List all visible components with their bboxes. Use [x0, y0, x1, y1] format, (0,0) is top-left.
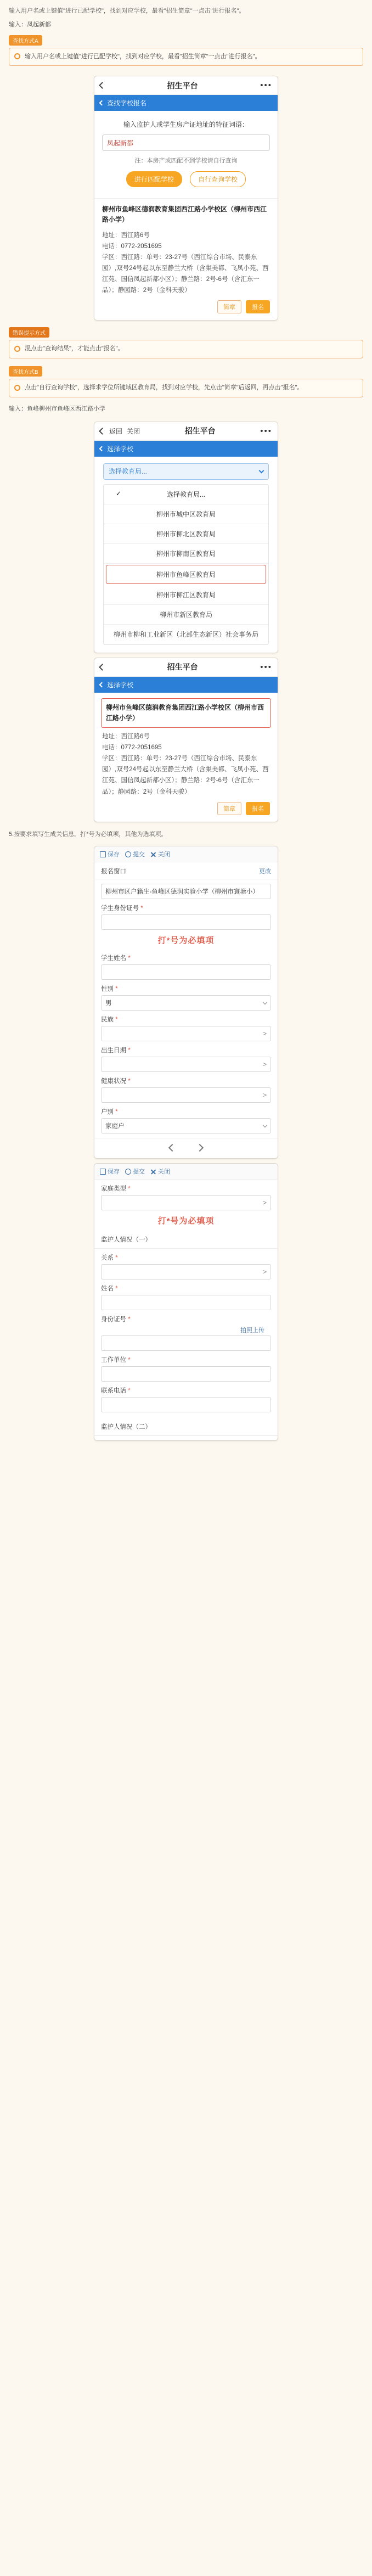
field-label: 关系 *	[101, 1255, 118, 1262]
option-placeholder[interactable]: ✓ 选择教育局...	[104, 485, 268, 504]
result-actions-1	[94, 296, 278, 320]
field-gender	[94, 980, 278, 1011]
subbar-search[interactable]	[94, 95, 278, 111]
search-buttons	[102, 171, 270, 187]
relation-select[interactable]	[101, 1264, 271, 1279]
student-id-input[interactable]	[101, 914, 271, 930]
school-value-row	[94, 879, 278, 899]
next-page-icon[interactable]	[196, 1144, 204, 1152]
callout-a-bubble	[9, 48, 363, 66]
option-liunan[interactable]: 柳州市柳南区教育局	[104, 544, 268, 564]
option-liubei[interactable]: 柳州市柳北区教育局	[104, 524, 268, 544]
field-label: 户别 *	[101, 1109, 118, 1116]
ethnicity-select[interactable]	[101, 1026, 271, 1041]
back-label[interactable]: 返回	[109, 427, 123, 435]
workplace-input[interactable]	[101, 1366, 271, 1382]
result-line-phone-2: 电话：0772-2051695	[102, 744, 162, 751]
radio-icon	[14, 385, 20, 391]
registration-window-row	[94, 862, 278, 879]
submit-label: 提交	[133, 1169, 145, 1176]
save-label: 保存	[108, 851, 120, 858]
search-input[interactable]	[102, 134, 270, 151]
close-label: 关闭	[158, 851, 170, 858]
page-title: 招生平台	[167, 81, 198, 90]
close-icon	[150, 851, 156, 857]
result-title-2[interactable]: 柳州市鱼峰区德润教育集团西江路小学校区（柳州市西江路小学）	[101, 698, 271, 728]
option-chengzhong[interactable]: 柳州市城中区教育局	[104, 504, 268, 524]
chevron-right-icon: >	[262, 1030, 267, 1038]
callout-b-tag: 查找方式B	[9, 366, 42, 377]
callout-b-bubble	[9, 379, 363, 397]
save-button[interactable]	[100, 1167, 120, 1176]
close-label[interactable]: 关闭	[127, 427, 140, 435]
search-hint: 注：本房产或匹配不到学校请自行查询	[134, 158, 238, 165]
option-yufeng[interactable]: 柳州市鱼峰区教育局	[106, 565, 266, 584]
field-family-type	[94, 1180, 278, 1210]
back-icon[interactable]	[99, 82, 106, 89]
field-household	[94, 1103, 278, 1133]
callout-error	[0, 325, 372, 364]
field-workplace	[94, 1351, 278, 1382]
household-value: 家庭户	[105, 1123, 125, 1130]
gender-value: 男	[105, 1000, 112, 1007]
household-select[interactable]	[101, 1118, 271, 1133]
field-label: 身份证号 *	[101, 1316, 131, 1323]
field-contact-phone	[94, 1382, 278, 1412]
result-actions-2	[94, 798, 278, 822]
bureau-select[interactable]	[103, 463, 269, 480]
result-line-district: 学区：西江路：单号：23-27号（西江综合市场、民泰东园）,双号24号起以东至静兰大桥（含集美都、飞凤小苑、西江苑、国信凤起新都小区）；静兰路：2号-6号（含汇东一品）；静园路：2号（金科天骏）	[102, 254, 269, 294]
close-button[interactable]	[150, 1167, 170, 1176]
field-id-number	[94, 899, 278, 930]
titlebar-3	[94, 658, 278, 677]
callout-error-tag: 错误提示方式	[9, 327, 49, 338]
section-guardian-1: 监护人情况（一）	[101, 1237, 151, 1244]
callout-error-text: 混点击"查询结果"，才能点击"报名"。	[25, 345, 124, 352]
field-label: 姓名 *	[101, 1286, 118, 1293]
field-birthdate	[94, 1041, 278, 1072]
callout-b-text: 点击"自行查询学校"，选择求学位所键域区教育局，找到对应学校，先点击"简章"后返回，再点击"报名"。	[25, 384, 303, 391]
form-student-info	[94, 846, 278, 1159]
chevron-left-icon	[99, 446, 105, 451]
result-title-1: 柳州市鱼峰区德润教育集团西江路小学校区（柳州市西江路小学）	[94, 198, 278, 229]
more-icon[interactable]: •••	[260, 426, 272, 436]
chevron-down-icon	[259, 468, 264, 473]
section-guardian-2: 监护人情况（二）	[101, 1424, 151, 1431]
guardian-name-input[interactable]	[101, 1295, 271, 1310]
subbar-label: 选择学校	[107, 445, 134, 453]
form-toolbar-1	[94, 846, 278, 862]
chevron-left-icon	[99, 100, 105, 106]
chevron-down-icon	[263, 1123, 267, 1127]
form-guardian-info	[94, 1163, 278, 1441]
titlebar-2	[94, 422, 278, 441]
bureau-option-list	[103, 484, 269, 645]
birthdate-select[interactable]	[101, 1057, 271, 1072]
field-label: 健康状况 *	[101, 1078, 131, 1085]
student-name-input[interactable]	[101, 964, 271, 980]
more-icon[interactable]: •••	[260, 81, 272, 91]
field-relation	[94, 1249, 278, 1279]
field-label: 学生姓名 *	[101, 955, 131, 962]
chevron-right-icon: >	[262, 1091, 267, 1099]
top-instruction: 输入用户名或上键值"进行已配学校"，找到对应学校，最看"招生简章"一点击"进行报名"。	[9, 8, 245, 14]
school-select-value: 柳州市区户籍生-鱼峰区德润实验小学（柳州市寰塘小）	[105, 889, 259, 896]
subbar-label: 查找学校报名	[107, 99, 147, 108]
submit-icon	[125, 851, 131, 857]
registration-window-label: 报名窗口	[101, 868, 126, 875]
save-label: 保存	[108, 1169, 120, 1176]
more-icon[interactable]: •••	[260, 662, 272, 672]
step5-instruction: 5.按要求填写生成关信息。打*号为必填项，其他为选填项。	[9, 830, 167, 838]
brief-button[interactable]: 简章	[217, 300, 241, 313]
guardian-id-input[interactable]	[101, 1335, 271, 1351]
form-pager-1	[94, 1138, 278, 1158]
submit-icon	[125, 1169, 131, 1175]
field-label: 家庭类型 *	[101, 1186, 131, 1193]
result-line-address: 地址：西江路6号	[102, 232, 150, 239]
result-line-address-2: 地址：西江路6号	[102, 733, 150, 740]
family-type-select[interactable]	[101, 1195, 271, 1210]
save-icon	[100, 1169, 106, 1175]
callout-method-a	[0, 33, 372, 72]
bureau-select-wrap	[94, 457, 278, 480]
back-icon[interactable]	[99, 428, 106, 435]
field-label: 性别 *	[101, 986, 118, 993]
radio-icon	[14, 346, 20, 352]
subbar-select-school-2[interactable]	[94, 677, 278, 693]
result-line-phone: 电话：0772-2051695	[102, 243, 162, 250]
chevron-right-icon: >	[262, 1060, 267, 1069]
card-select-bureau	[94, 422, 278, 653]
match-school-button[interactable]: 进行匹配学校	[126, 171, 182, 187]
field-label: 联系电话 *	[101, 1388, 131, 1395]
callout-error-bubble	[9, 340, 363, 358]
radio-icon	[14, 53, 20, 59]
callout-b-input-label: 输入：鱼峰柳州市鱼峰区西江路小学	[9, 405, 105, 412]
save-button[interactable]	[100, 850, 120, 858]
annotation-required: 打*号为必填项	[157, 936, 215, 946]
card-search-school	[94, 76, 278, 321]
field-ethnicity	[94, 1011, 278, 1041]
option-xinqu[interactable]: 柳州市新区教育局	[104, 605, 268, 625]
top-input-label: 输入：凤起新都	[9, 21, 51, 28]
submit-button[interactable]	[125, 1167, 145, 1176]
photo-upload-link[interactable]: 拍照上传	[240, 1327, 264, 1334]
annotation-required-2: 打*号为必填项	[157, 1216, 215, 1226]
submit-label: 提交	[133, 851, 145, 858]
change-link[interactable]: 更改	[259, 868, 271, 875]
subbar-label: 选择学校	[107, 681, 134, 689]
option-liujiang[interactable]: 柳州市柳江区教育局	[104, 585, 268, 605]
page-title: 招生平台	[184, 426, 216, 435]
subbar-select-school[interactable]	[94, 441, 278, 457]
apply-button[interactable]: 报名	[246, 300, 270, 313]
field-label: 民族 *	[101, 1017, 118, 1024]
search-prompt: 输入监护人或学生房产证地址的特征词语：	[123, 121, 249, 129]
chevron-down-icon	[263, 1000, 267, 1004]
back-icon[interactable]	[99, 664, 106, 671]
chevron-right-icon: >	[262, 1268, 267, 1276]
result-line-district-2: 学区：西江路：单号：23-27号（西江综合市场、民泰东园）,双号24号起以东至静兰大桥（含集美都、飞凤小苑、西江苑、国信凤起新都小区）；静兰路：2号-6号（含汇东一品）；静园路：2号（金科天骏）	[102, 755, 269, 795]
field-label: 出生日期 *	[101, 1047, 131, 1054]
apply-button[interactable]: 报名	[246, 802, 270, 815]
close-button[interactable]	[150, 850, 170, 858]
close-icon	[150, 1169, 156, 1175]
close-label: 关闭	[158, 1169, 170, 1176]
field-guardian-id	[94, 1310, 278, 1351]
health-select[interactable]	[101, 1087, 271, 1103]
card-selected-school	[94, 658, 278, 822]
contact-phone-input[interactable]	[101, 1397, 271, 1412]
self-query-button[interactable]: 自行查询学校	[190, 171, 246, 187]
callout-method-b	[0, 364, 372, 403]
card-1-body	[94, 111, 278, 198]
field-health	[94, 1072, 278, 1103]
titlebar-1	[94, 76, 278, 95]
submit-button[interactable]	[125, 850, 145, 858]
chevron-left-icon	[99, 682, 105, 687]
field-student-name	[94, 949, 278, 980]
callout-a-tag: 查找方式A	[9, 35, 42, 46]
brief-button[interactable]: 简章	[217, 802, 241, 815]
chevron-right-icon: >	[262, 1199, 267, 1207]
gender-select[interactable]	[101, 995, 271, 1011]
option-beibu[interactable]: 柳州市柳和工业新区（北部生态新区）社会事务局	[113, 630, 258, 638]
field-label: 学生身份证号 *	[101, 905, 143, 912]
callout-a-text: 输入用户名或上键值"进行已配学校"，找到对应学校，最看"招生简章"一点击"进行报名"。	[25, 53, 261, 60]
save-icon	[100, 851, 106, 857]
prev-page-icon[interactable]	[168, 1144, 176, 1152]
form-toolbar-2	[94, 1164, 278, 1180]
page-title: 招生平台	[167, 663, 198, 671]
bureau-select-value: 选择教育局...	[109, 468, 148, 475]
school-select[interactable]	[101, 884, 271, 899]
field-label: 工作单位 *	[101, 1357, 131, 1364]
field-guardian-name	[94, 1279, 278, 1310]
